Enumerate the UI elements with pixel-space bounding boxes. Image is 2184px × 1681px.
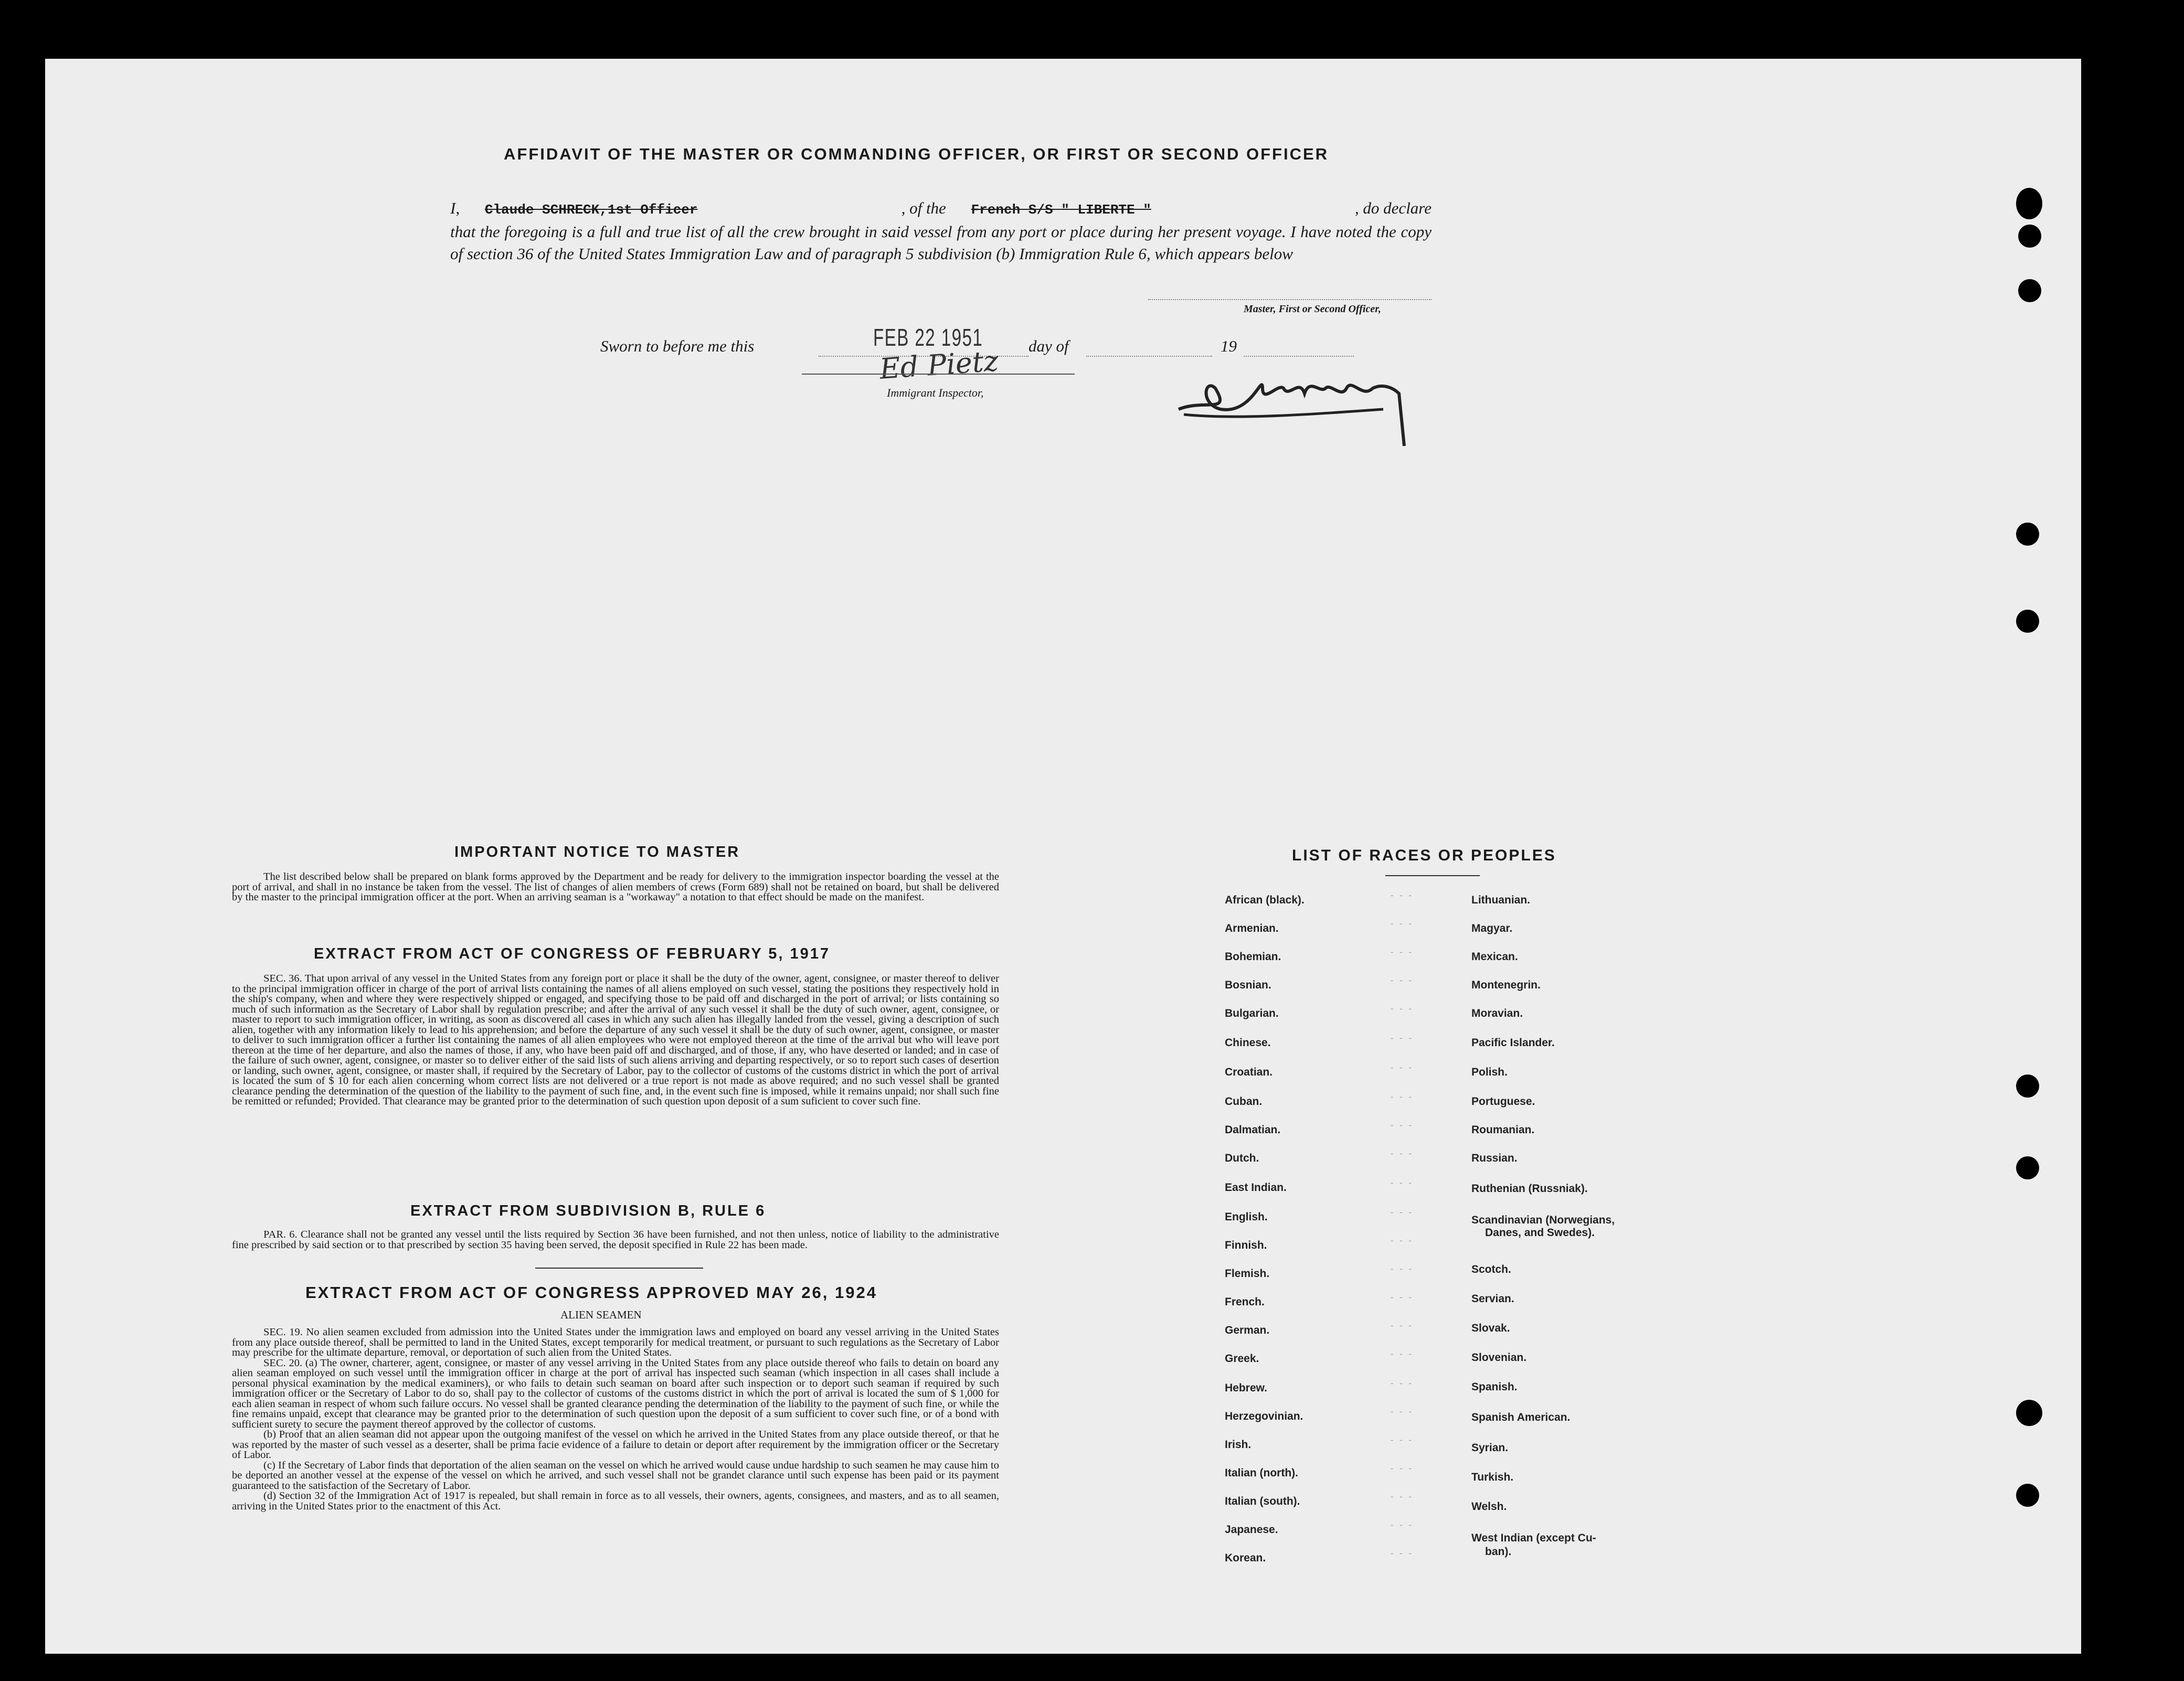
race-item-right: Pacific Islander.	[1471, 1037, 1555, 1049]
year-prefix: 19	[1221, 337, 1237, 355]
of-the-label: , of the	[901, 199, 946, 217]
race-item-right: Slovak.	[1471, 1322, 1510, 1334]
leader-dash: - - -	[1391, 1149, 1414, 1158]
race-item-left: Herzegovinian.	[1225, 1410, 1303, 1422]
officer-caption: Master, First or Second Officer,	[1244, 303, 1381, 315]
punch-hole	[2016, 1400, 2042, 1426]
sworn-label: Sworn to before me this	[600, 337, 755, 355]
race-item-right: Spanish American.	[1471, 1411, 1571, 1423]
leader-dash: - - -	[1391, 1293, 1414, 1302]
race-item-left: Italian (north).	[1225, 1467, 1298, 1479]
punch-hole	[2016, 610, 2039, 633]
leader-dash: - - -	[1391, 1208, 1414, 1217]
leader-dash: - - -	[1391, 919, 1414, 928]
rule6-title: EXTRACT FROM SUBDIVISION B, RULE 6	[410, 1203, 766, 1219]
race-item-right: Polish.	[1471, 1066, 1508, 1078]
race-item-right: ban).	[1485, 1546, 1512, 1558]
declaration-text: that the foregoing is a full and true list of all the crew brought in said vessel from any port or place during her present voyage. I have noted the copy of section 36 of the United States Immigration Law and of paragraph 5 subdivision (b) Immigration Rule 6, which appears below	[450, 222, 1432, 263]
punch-hole	[2016, 1156, 2039, 1179]
leader-dash: - - -	[1391, 1236, 1414, 1245]
extract-1917-title: EXTRACT FROM ACT OF CONGRESS OF FEBRUARY 5, 1917	[314, 945, 831, 962]
leader-dash: - - -	[1391, 1464, 1414, 1473]
race-item-right: Welsh.	[1471, 1501, 1507, 1513]
punch-hole	[2016, 1074, 2039, 1098]
race-item-left: Dalmatian.	[1225, 1124, 1281, 1136]
race-item-right: Spanish.	[1471, 1381, 1518, 1393]
extract-1924-text	[232, 1327, 999, 1512]
race-item-right: Magyar.	[1471, 922, 1513, 934]
sec36-paragraph: SEC. 36. That upon arrival of any vessel in the United States from any foreign port or place it shall be the duty of the owner, agent, consignee, or master thereof to deliver to the principal immigration officer in charge of the port of arrival lists containing the names of all aliens employed on such vessel, stating the positions they respectively hold in the ship's company, when and where they were respectively shipped or engaged, and specifying those to be paid off and discharged in the port of arrival; or lists containing so much of such information as the Secretary of Labor shall by regulation prescribe; and after the arrival of any such vessel it shall be the duty of such owner, agent, consignee, or master to report to such immigration officer, in writing, as soon as discovered all cases in which any such alien has illegally landed from the vessel, giving a description of such alien, together with any information likely to lead to his apprehension; and before the departure of any such vessel it shall be the duty of such owner, agent, consignee, or master to deliver to such immigration officer a further list containing the names of all alien employees who were not employed thereon at the time of the arrival but who will leave port thereon at the time of her departure, and also the names of those, if any, who have been paid off and discharged, and of those, if any, who have deserted or landed; and in case of the failure of such owner, agent, consignee, or master so to deliver either of the said lists of such aliens arriving and departing respectively, or so to report such cases of desertion or landing, such owner, agent, consignee, or master shall, if required by the Secretary of Labor, pay to the collector of customs of the customs district in which the port of arrival is located the sum of $ 10 for each alien concerning whom correct lists are not delivered or a true report is not made as above required; and no such vessel shall be granted clearance pending the determination of the question of the liability to the payment of such fine, and, in the event such fine is imposed, while it remains unpaid; nor shall such fine be remitted or refunded; Provided. That clearance may be granted prior to the determination of such question upon deposit of a sum suficient to cover such fine.	[232, 973, 999, 1107]
leader-dash: - - -	[1391, 1121, 1414, 1130]
inspector-caption: Immigrant Inspector,	[887, 386, 984, 399]
leader-dash: - - -	[1391, 948, 1414, 956]
notice-text	[232, 872, 999, 903]
race-item-left: Japanese.	[1225, 1524, 1278, 1536]
race-item-right: Scotch.	[1471, 1263, 1511, 1275]
leader-dash: - - -	[1391, 1034, 1414, 1042]
race-item-right: Montenegrin.	[1471, 979, 1541, 991]
affidavit-title: AFFIDAVIT OF THE MASTER OR COMMANDING OFFICER, OR FIRST OR SECOND OFFICER	[504, 145, 1329, 163]
race-item-left: Bohemian.	[1225, 951, 1281, 963]
punch-hole	[2018, 225, 2041, 248]
date-stamp: FEB 22 1951	[873, 324, 983, 351]
race-item-left: African (black).	[1225, 894, 1305, 906]
sec19-paragraph: SEC. 19. No alien seamen excluded from admission into the United States under the immigration laws and employed on board any vessel arriving in the United States from any place outside thereof, shall be permitted to land in the United States, except temporarily for medical treatment, or pursuant to such regulations as the Secretary of Labor may prescribe for the ultimate departure, removal, or deportation of such alien from the United States.	[232, 1326, 999, 1358]
races-title: LIST OF RACES OR PEOPLES	[1292, 847, 1556, 864]
leader-dash: - - -	[1391, 1178, 1414, 1187]
race-item-left: Korean.	[1225, 1552, 1266, 1564]
sec20a-paragraph: SEC. 20. (a) The owner, charterer, agent, consignee, or master of any vessel arriving in the United States from any place outside thereof who fails to detain on board any alien seaman employed on such vessel until the immigration officer in charge at the port of arrival has inspected such seaman (which inspection in all cases shall include a personal physical examination by the medical examiners), or who fails to detain such seaman on board after such inspection or to deport such seaman if required by such immigration officer or the Secretary of Labor to do so, shall pay to the collector of customs of the customs district in which the port of arrival is located the sum of $ 1,000 for each alien seaman in respect of whom such failure occurs. No vessel shall be granted clearance pending the determination of the liability to the payment of such fine, or while the fine remains unpaid, except that clearance may be granted prior to the determination of such question upon the deposit of a sum sufficient to cover such fine, or of a bond with sufficient surety to secure the payment thereof approved by the collector of customs.	[232, 1357, 999, 1430]
sec20d-paragraph: (d) Section 32 of the Immigration Act of 1917 is repealed, but shall remain in force as to all vessels, their owners, agents, consignees, and masters, and as to all seamen, arriving in the United States prior to the enactment of this Act.	[232, 1490, 999, 1512]
alien-seamen-subtitle: ALIEN SEAMEN	[560, 1308, 642, 1321]
race-item-left: Bosnian.	[1225, 979, 1271, 991]
sec20b-paragraph: (b) Proof that an alien seaman did not appear upon the outgoing manifest of the vessel on which he arrived in the United States from any place outside thereof, or that he was reported by the master of such vessel as a deserter, shall be prima facie evidence of a failure to detain or deport after requirement by the immigration officer or the Secretary of Labor.	[232, 1429, 999, 1461]
race-item-left: Finnish.	[1225, 1239, 1267, 1251]
punch-hole	[2016, 523, 2039, 546]
leader-dash: - - -	[1391, 1004, 1414, 1013]
rule6-text	[232, 1230, 999, 1250]
race-item-right: Russian.	[1471, 1152, 1518, 1164]
punch-hole	[2018, 279, 2041, 302]
leader-dash: - - -	[1391, 891, 1414, 900]
leader-dash: - - -	[1391, 976, 1414, 985]
leader-dash: - - -	[1391, 1520, 1414, 1529]
race-item-left: Flemish.	[1225, 1268, 1270, 1280]
race-item-left: East Indian.	[1225, 1182, 1287, 1194]
race-item-left: Cuban.	[1225, 1095, 1263, 1108]
race-item-right: Danes, and Swedes).	[1485, 1227, 1595, 1239]
race-item-left: Chinese.	[1225, 1037, 1271, 1049]
leader-dash: - - -	[1391, 1321, 1414, 1330]
race-item-right: Scandinavian (Norwegians,	[1471, 1214, 1615, 1226]
race-item-left: Dutch.	[1225, 1152, 1259, 1164]
race-item-right: Servian.	[1471, 1293, 1514, 1305]
race-item-right: Mexican.	[1471, 951, 1518, 963]
race-item-right: Portuguese.	[1471, 1095, 1535, 1108]
extract-1917-text	[232, 974, 999, 1107]
race-item-left: Italian (south).	[1225, 1495, 1300, 1507]
race-item-left: English.	[1225, 1211, 1268, 1223]
notice-title: IMPORTANT NOTICE TO MASTER	[454, 844, 740, 860]
race-item-left: French.	[1225, 1296, 1265, 1308]
race-item-left: Irish.	[1225, 1439, 1252, 1451]
officer-name: Claude SCHRECK,1st Officer	[484, 202, 698, 218]
race-item-right: Lithuanian.	[1471, 894, 1530, 906]
extract-1924-title: EXTRACT FROM ACT OF CONGRESS APPROVED MAY 26, 1924	[305, 1283, 877, 1302]
race-item-left: Croatian.	[1225, 1066, 1273, 1078]
race-item-left: Bulgarian.	[1225, 1007, 1279, 1019]
do-declare-label: , do declare	[1354, 199, 1432, 217]
race-item-left: Hebrew.	[1225, 1382, 1267, 1394]
race-item-right: Syrian.	[1471, 1442, 1509, 1454]
race-item-right: Turkish.	[1471, 1471, 1514, 1483]
leader-dash: - - -	[1391, 1492, 1414, 1501]
leader-dash: - - -	[1391, 1092, 1414, 1101]
leader-dash: - - -	[1391, 1063, 1414, 1072]
leader-dash: - - -	[1391, 1549, 1414, 1558]
race-item-left: Armenian.	[1225, 922, 1279, 934]
race-item-right: Slovenian.	[1471, 1352, 1527, 1364]
race-item-right: Roumanian.	[1471, 1124, 1535, 1136]
punch-hole	[2016, 188, 2042, 219]
leader-dash: - - -	[1391, 1407, 1414, 1416]
sec20c-paragraph: (c) If the Secretary of Labor finds that deportation of the alien seaman on the vessel on which he arrived would cause undue hardship to such seamen he may cause him to be deported an another vessel at the expense of the vessel on which he arrived, and such vessel shall not be grandet clarance until such expense has been paid or its payment guaranteed to the satisfaction of the Secretary of Labor.	[232, 1459, 999, 1492]
leader-dash: - - -	[1391, 1379, 1414, 1388]
leader-dash: - - -	[1391, 1435, 1414, 1444]
race-item-right: Moravian.	[1471, 1007, 1523, 1019]
race-item-left: German.	[1225, 1324, 1270, 1336]
race-item-right: West Indian (except Cu-	[1471, 1532, 1596, 1544]
declaration-paragraph	[450, 197, 1432, 265]
leader-dash: - - -	[1391, 1264, 1414, 1273]
race-item-left: Greek.	[1225, 1353, 1259, 1365]
inspector-signature: Ed Pietz	[878, 344, 1000, 386]
declaration-i: I,	[450, 199, 460, 217]
race-item-right: Ruthenian (Russniak).	[1471, 1183, 1588, 1195]
punch-hole	[2016, 1484, 2039, 1507]
officer-signature	[1173, 367, 1425, 451]
vessel-name: French S/S " LIBERTE "	[971, 202, 1151, 218]
par6-paragraph: PAR. 6. Clearance shall not be granted any vessel until the lists required by Section 36 have been furnished, and not then unless, notice of liability to the administrative fine prescribed by said section or to that prescribed by section 35 having been served, the deposit specified in Rule 22 has been made.	[232, 1229, 999, 1251]
leader-dash: - - -	[1391, 1349, 1414, 1358]
notice-paragraph: The list described below shall be prepared on blank forms approved by the Department and be ready for delivery to the immigration inspector boarding the vessel at the port of arrival, and shall in no instance be taken from the vessel. The list of changes of alien members of crews (Form 689) shall not be retained on board, but shall be delivered by the master to the principal immigration officer at the port. When an arriving seaman is a "workaway" a notation to that effect should be made on the manifest.	[232, 871, 999, 903]
day-of-label: day of	[1029, 337, 1069, 355]
